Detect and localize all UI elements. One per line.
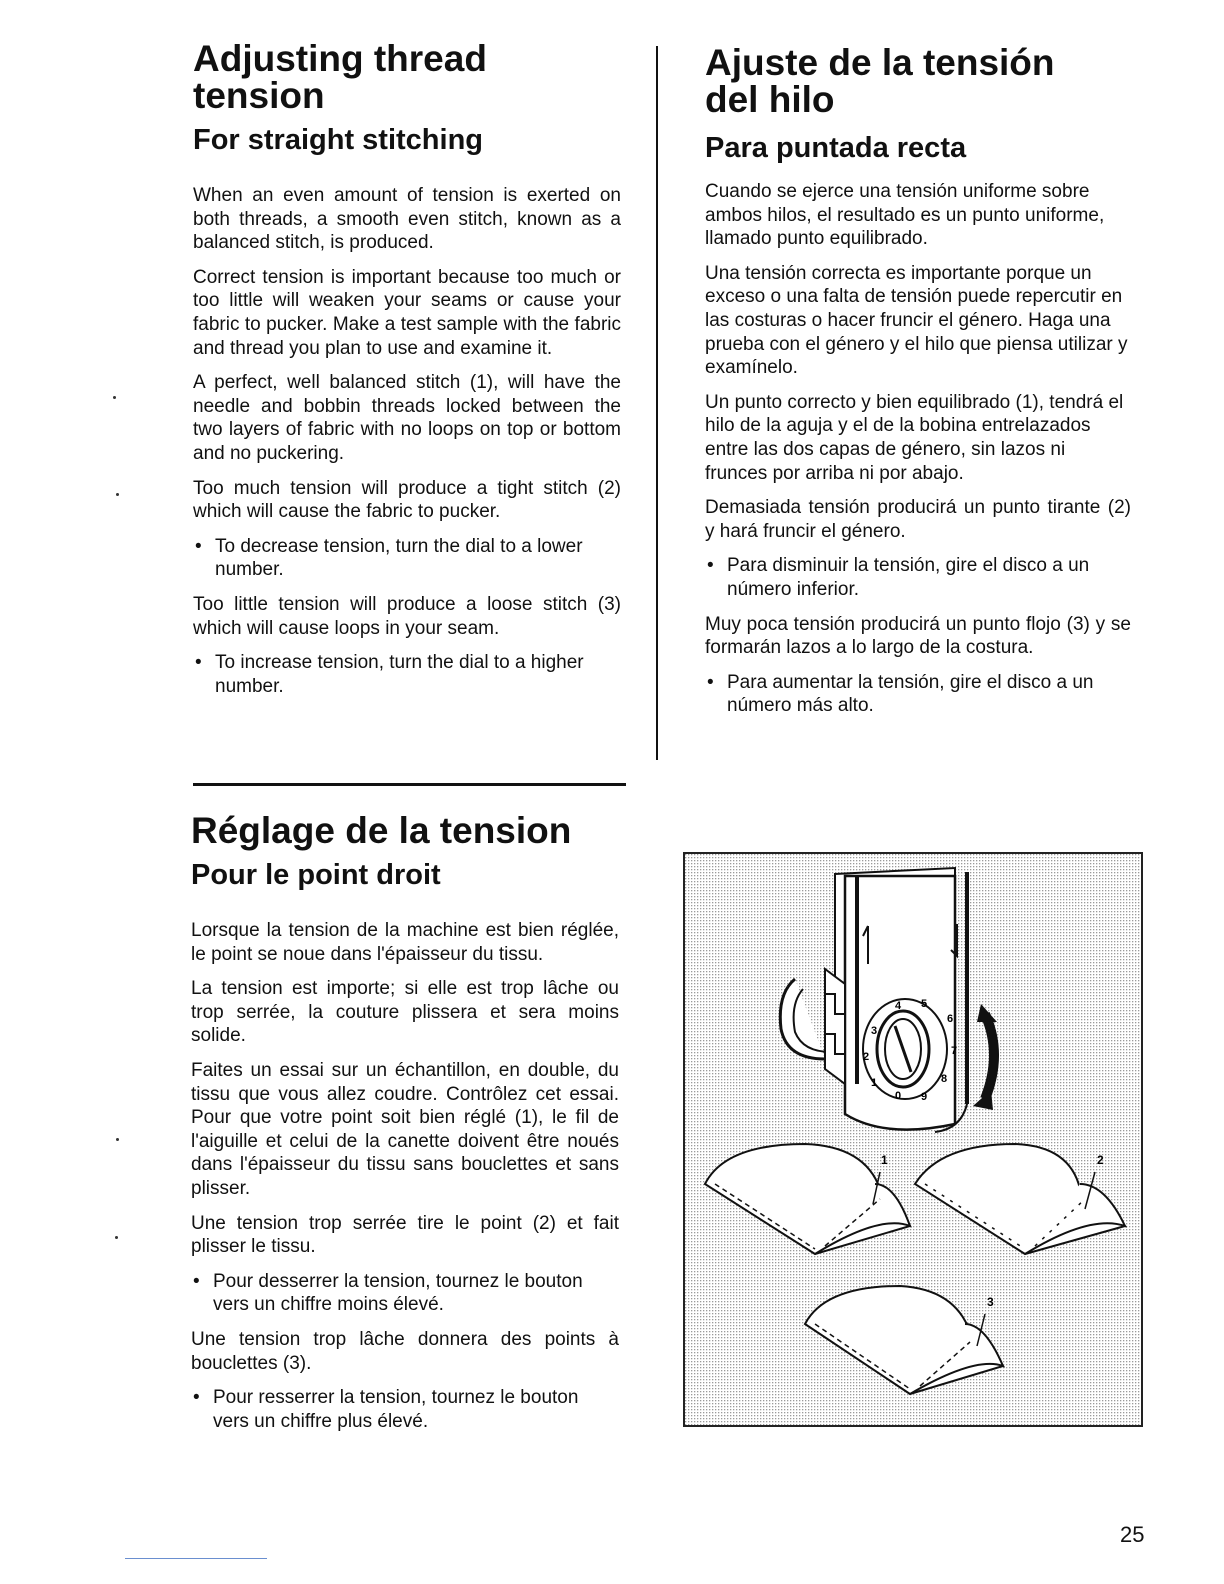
spanish-paragraph-2: Una tensión correcta es importante porque un exceso o una falta de tensión puede repercutir en las costuras o hacer fruncir el género. Haga una prueba con el género y el hilo que piensa utilizar y examínelo. [705, 262, 1128, 379]
scan-speck [115, 1236, 118, 1239]
dial-number: 7 [951, 1045, 958, 1057]
bullet-icon: • [195, 535, 202, 557]
callout-label: 1 [881, 1153, 888, 1167]
english-paragraph-3: A perfect, well balanced stitch (1), will have the needle and bobbin threads locked between the two layers of fabric with no loops on top or bottom and no puckering. [193, 372, 621, 464]
english-paragraph-4: Too much tension will produce a tight stitch (2) which will cause the fabric to pucker. [193, 477, 621, 523]
tension-illustration-svg [685, 854, 1141, 1425]
spanish-subtitle: Para puntada recta [705, 132, 967, 164]
french-paragraph-1: Lorsque la tension de la machine est bien réglée, le point se noue dans l'épaisseur du tissu. [191, 920, 619, 965]
dial-number: 8 [941, 1073, 948, 1085]
dial-number: 0 [895, 1090, 902, 1102]
tension-illustration [683, 852, 1143, 1427]
spanish-title-line-1: Ajuste de la tensión [705, 42, 1055, 83]
french-paragraph-4: Une tension trop serrée tire le point (2) et fait plisser le tissu. [191, 1212, 619, 1258]
french-bullet-decrease: • Pour desserrer la tension, tournez le bouton vers un chiffre moins élevé. [193, 1270, 583, 1316]
english-subtitle: For straight stitching [193, 124, 483, 156]
spanish-bullet-increase: • Para aumentar la tensión, gire el disco a un número más alto. [707, 671, 1094, 717]
dial-number: 5 [921, 998, 928, 1010]
french-subtitle: Pour le point droit [191, 859, 441, 891]
english-bullet-decrease: • To decrease tension, turn the dial to a lower number. [195, 535, 583, 581]
spanish-bullet-decrease: • Para disminuir la tensión, gire el disco a un número inferior. [707, 555, 1090, 600]
dial-number: 4 [895, 1000, 902, 1012]
callout-label: 2 [1097, 1153, 1104, 1167]
english-paragraph-1: When an even amount of tension is exerted on both threads, a smooth even stitch, known as a balanced stitch, is produced. [193, 185, 621, 254]
english-title: Adjusting thread tension [193, 38, 487, 116]
scan-speck [116, 493, 119, 496]
dial-number: 1 [871, 1077, 878, 1089]
spanish-paragraph-4: Demasiada tensión producirá un punto tirante (2) y hará fruncir el género. [705, 497, 1131, 542]
scan-speck [113, 396, 116, 399]
english-paragraph-2: Correct tension is important because too much or too little will weaken your seams or cause your fabric to pucker. Make a test sample with the fabric and thread you plan to use and examine it. [193, 266, 621, 359]
english-bullet-increase: • To increase tension, turn the dial to a higher number. [195, 652, 584, 697]
dial-number: 3 [871, 1025, 878, 1037]
dial-number: 6 [947, 1013, 954, 1025]
dial-number: 9 [921, 1091, 928, 1103]
french-paragraph-2: La tension est importe; si elle est trop lâche ou trop serrée, la couture plissera et sera moins solide. [191, 978, 619, 1047]
spanish-title-line-2: del hilo [705, 79, 835, 120]
scan-speck [116, 1138, 119, 1141]
bullet-icon: • [707, 555, 714, 577]
bullet-icon: • [707, 671, 714, 693]
french-section [191, 812, 619, 1444]
bullet-icon: • [193, 1387, 200, 1409]
french-paragraph-3: Faites un essai sur un échantillon, en double, du tissu que vous allez coudre. Contrôlez cet essai. Pour que votre point soit bien réglé (1), le fil de l'aiguille et celui de la canette doivent être noués dans l'épaisseur du tissu sans bouclettes et sans plisser. [191, 1059, 619, 1199]
bullet-icon: • [195, 652, 202, 674]
dial-number: 2 [863, 1051, 870, 1063]
column-divider [656, 46, 658, 760]
callout-label: 3 [987, 1295, 994, 1309]
bullet-icon: • [193, 1270, 200, 1292]
page-number: 25 [1120, 1522, 1145, 1547]
spanish-paragraph-1: Cuando se ejerce una tensión uniforme sobre ambos hilos, el resultado es un punto uniforme, llamado punto equilibrado. [705, 181, 1105, 250]
french-bullet-increase: • Pour resserrer la tension, tournez le bouton vers un chiffre plus élevé. [193, 1387, 579, 1432]
english-section [193, 40, 621, 709]
french-paragraph-5: Une tension trop lâche donnera des points à bouclettes (3). [191, 1328, 619, 1374]
french-title: Réglage de la tension [191, 810, 572, 851]
footer-rule [125, 1558, 267, 1559]
section-divider [193, 783, 626, 786]
spanish-paragraph-3: Un punto correcto y bien equilibrado (1), tendrá el hilo de la aguja y el de la bobina entrelazados entre las dos capas de género, sin lazos ni frunces por arriba ni por abajo. [705, 391, 1124, 484]
spanish-section [705, 44, 1131, 729]
english-paragraph-5: Too little tension will produce a loose stitch (3) which will cause loops in your seam. [193, 593, 621, 639]
spanish-paragraph-5: Muy poca tensión producirá un punto flojo (3) y se formarán lazos a lo largo de la costura. [705, 613, 1131, 659]
